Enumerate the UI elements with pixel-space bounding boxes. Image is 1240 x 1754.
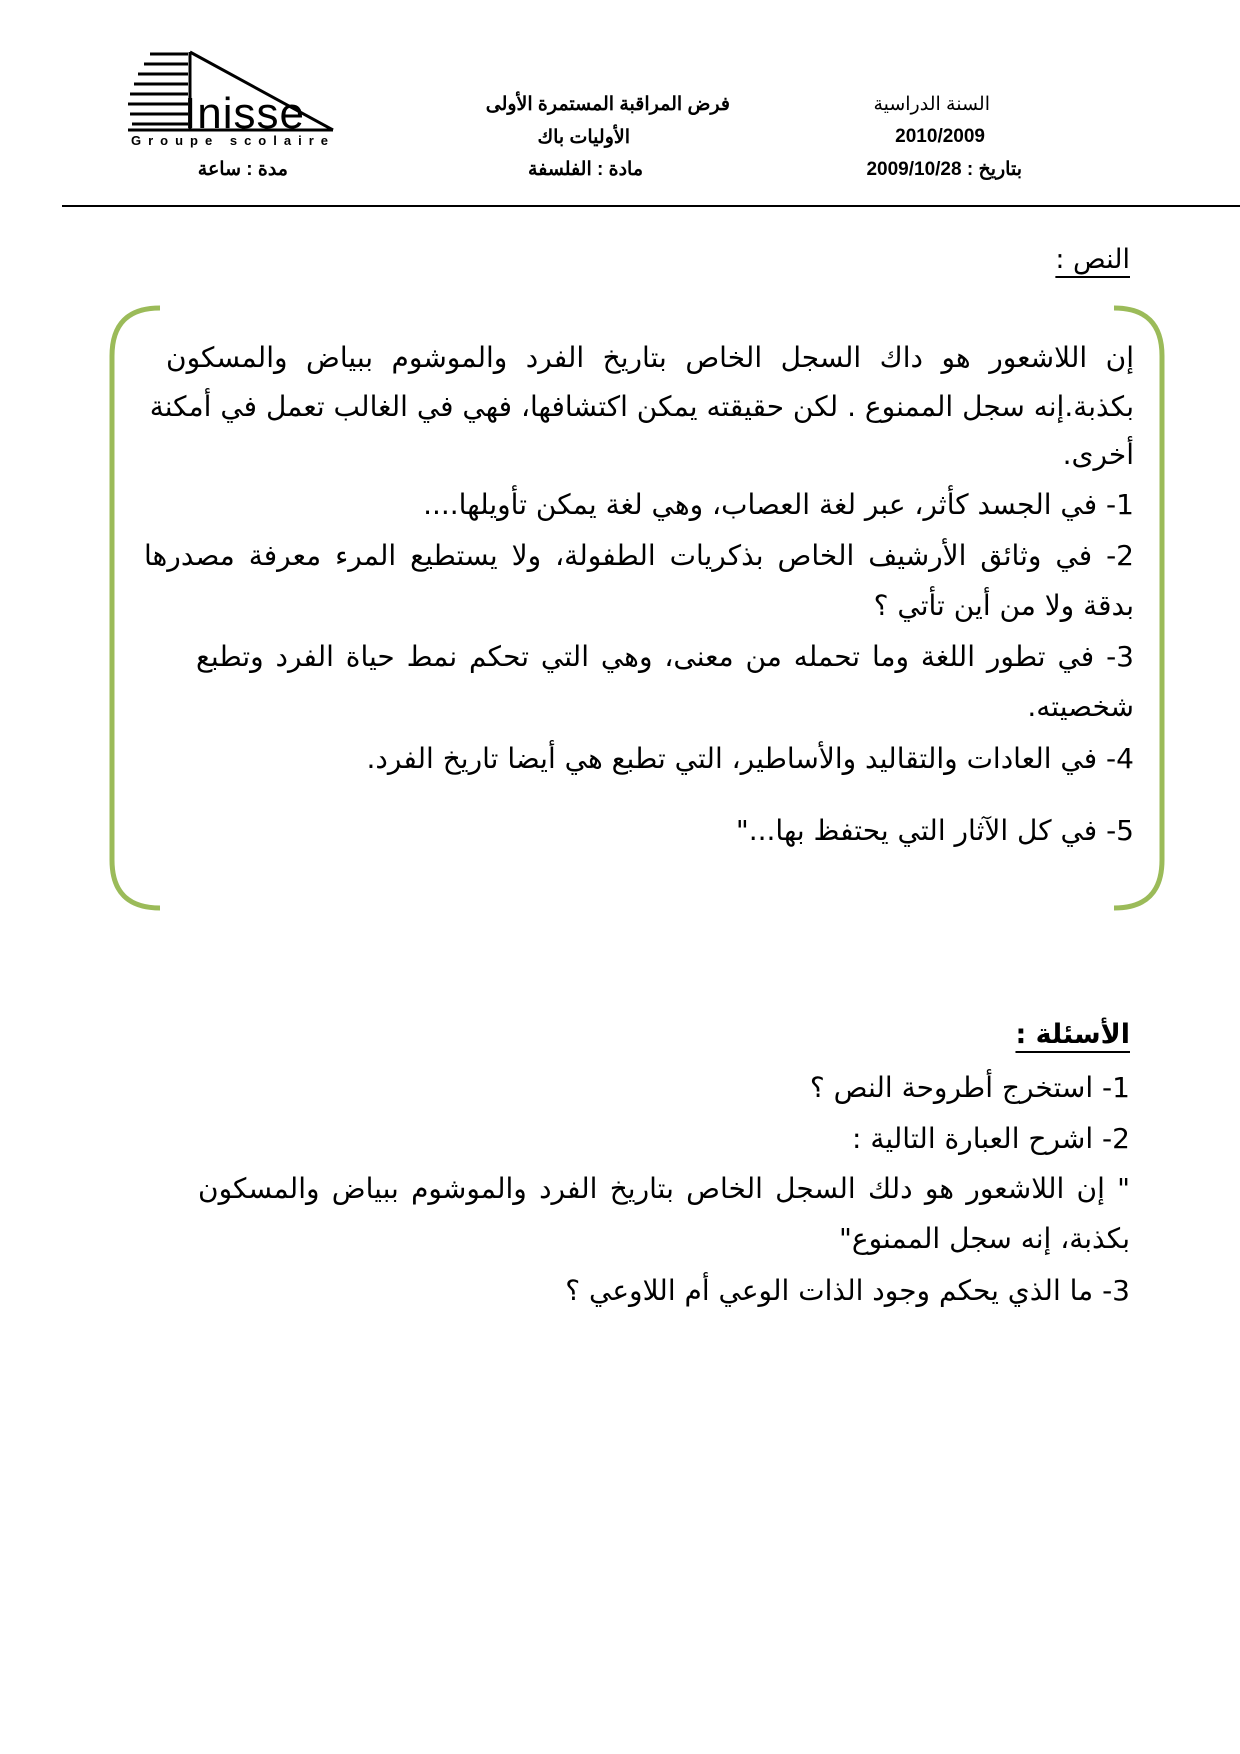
exam-date: بتاريخ : 2009/10/28 xyxy=(866,159,1022,180)
header-divider xyxy=(62,205,1240,207)
school-logo xyxy=(128,50,338,154)
exam-title: فرض المراقبة المستمرة الأولى xyxy=(485,94,730,115)
text-line-4: 1- في الجسد كأثر، عبر لغة العصاب، وهي لغة يمكن تأويلها.... xyxy=(423,488,1134,521)
text-line-10: 5- في كل الآثار التي يحتفظ بها..." xyxy=(735,814,1134,847)
school-year: 2010/2009 xyxy=(895,126,985,147)
question-1: 1- استخرج أطروحة النص ؟ xyxy=(809,1071,1130,1104)
text-line-2: بكذبة.إنه سجل الممنوع . لكن حقيقته يمكن اكتشافها، فهي في الغالب تعمل في أمكنة xyxy=(149,390,1134,423)
class-level: الأوليات باك xyxy=(537,127,630,148)
text-line-6: بدقة ولا من أين تأتي ؟ xyxy=(873,589,1134,622)
question-2-quote-line-2: بكذبة، إنه سجل الممنوع" xyxy=(838,1222,1130,1255)
text-line-7: 3- في تطور اللغة وما تحمله من معنى، وهي التي تحكم نمط حياة الفرد وتطبع xyxy=(196,640,1134,673)
text-line-3: أخرى. xyxy=(1062,438,1134,471)
question-2: 2- اشرح العبارة التالية : xyxy=(851,1122,1130,1155)
text-section-title: النص : xyxy=(1055,244,1130,275)
text-line-8: شخصيته. xyxy=(1027,690,1134,723)
text-line-5: 2- في وثائق الأرشيف الخاص بذكريات الطفولة، ولا يستطيع المرء معرفة مصدرها xyxy=(144,539,1134,572)
logo-subtitle: Groupe scolaire xyxy=(131,133,335,148)
questions-section-title: الأسئلة : xyxy=(1015,1019,1130,1050)
logo-wordmark: Inisse xyxy=(184,89,305,138)
text-line-9: 4- في العادات والتقاليد والأساطير، التي تطبع هي أيضا تاريخ الفرد. xyxy=(366,742,1134,775)
school-year-label: السنة الدراسية xyxy=(873,94,990,115)
text-line-1: إن اللاشعور هو داك السجل الخاص بتاريخ الفرد والموشوم ببياض والمسكون xyxy=(166,341,1134,374)
subject: مادة : الفلسفة xyxy=(528,159,643,180)
exam-duration: مدة : ساعة xyxy=(197,159,288,180)
question-2-quote-line-1: " إن اللاشعور هو دلك السجل الخاص بتاريخ الفرد والموشوم ببياض والمسكون xyxy=(198,1172,1130,1205)
question-3: 3- ما الذي يحكم وجود الذات الوعي أم اللاوعي ؟ xyxy=(565,1274,1130,1307)
